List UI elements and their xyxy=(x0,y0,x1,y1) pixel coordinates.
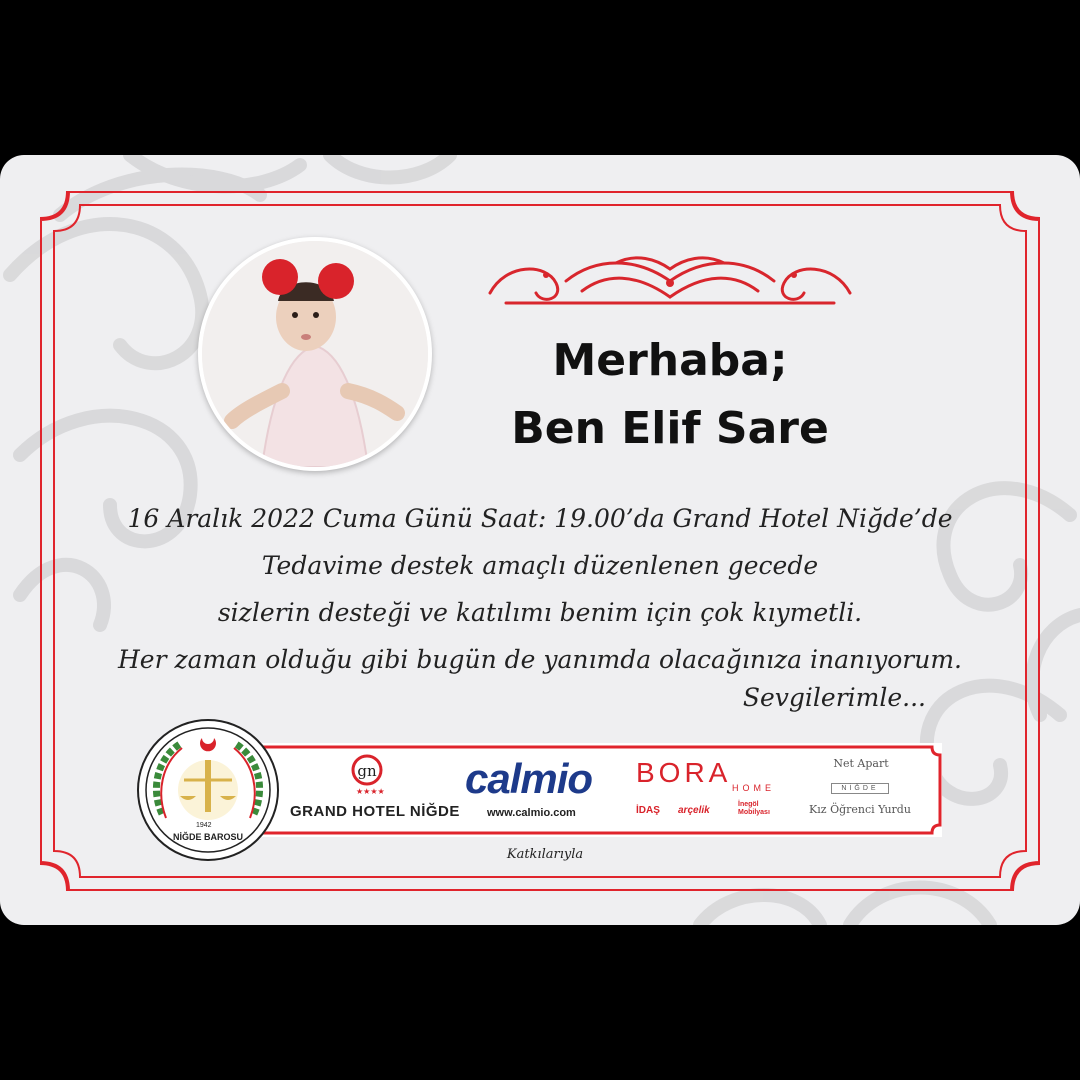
nigde-barosu-seal xyxy=(136,718,280,862)
bora-name: BORA xyxy=(636,757,732,788)
message-line: 16 Aralık 2022 Cuma Günü Saat: 19.00’da Grand Hotel Niğde’de xyxy=(127,504,953,533)
baro-name: NİĞDE BAROSU xyxy=(172,832,243,842)
hotel-name: GRAND HOTEL NİĞDE xyxy=(290,803,460,820)
message-line: Tedavime destek amaçlı düzenlenen gecede xyxy=(261,551,819,580)
message-line: sizlerin desteği ve katılımı benim için çok kıymetli. xyxy=(217,598,863,627)
net-apart-desc: Kız Öğrenci Yurdu xyxy=(809,803,911,816)
bora-sub: HOME xyxy=(732,783,775,793)
hotel-emblem-icon xyxy=(350,753,384,787)
svg-text:gn: gn xyxy=(357,762,377,780)
baby-illustration xyxy=(202,241,428,467)
invitation-message xyxy=(60,495,1020,683)
sponsors-caption: Katkılarıyla xyxy=(506,847,584,862)
net-apart-city: NİĞDE xyxy=(831,783,889,794)
net-apart-logo xyxy=(801,755,931,831)
flourish-ornament xyxy=(486,253,854,309)
hotel-stars: ★★★★ xyxy=(356,787,385,796)
baby-photo xyxy=(198,237,432,471)
name-line: Ben Elif Sare xyxy=(511,403,829,454)
closing-signature: Sevgilerimle... xyxy=(742,683,926,712)
greeting-line: Merhaba; xyxy=(552,335,788,386)
sponsor-bar xyxy=(246,743,942,837)
calmio-logo xyxy=(461,753,616,833)
message-line: Her zaman olduğu gibi bugün de yanımda olacağınıza inanıyorum. xyxy=(117,645,963,674)
bora-logo xyxy=(634,757,794,833)
brand-inegol: İnegöl Mobilyası xyxy=(738,801,770,816)
invitation-card xyxy=(0,155,1080,925)
net-apart-name: Net Apart xyxy=(833,757,889,770)
calmio-url: www.calmio.com xyxy=(487,807,576,819)
brand-idas: İDAŞ xyxy=(636,805,660,816)
brand-arcelik: arçelik xyxy=(678,805,710,816)
calmio-name: calmio xyxy=(465,755,593,802)
baro-year: 1942 xyxy=(196,822,212,829)
grand-hotel-logo xyxy=(286,753,460,833)
